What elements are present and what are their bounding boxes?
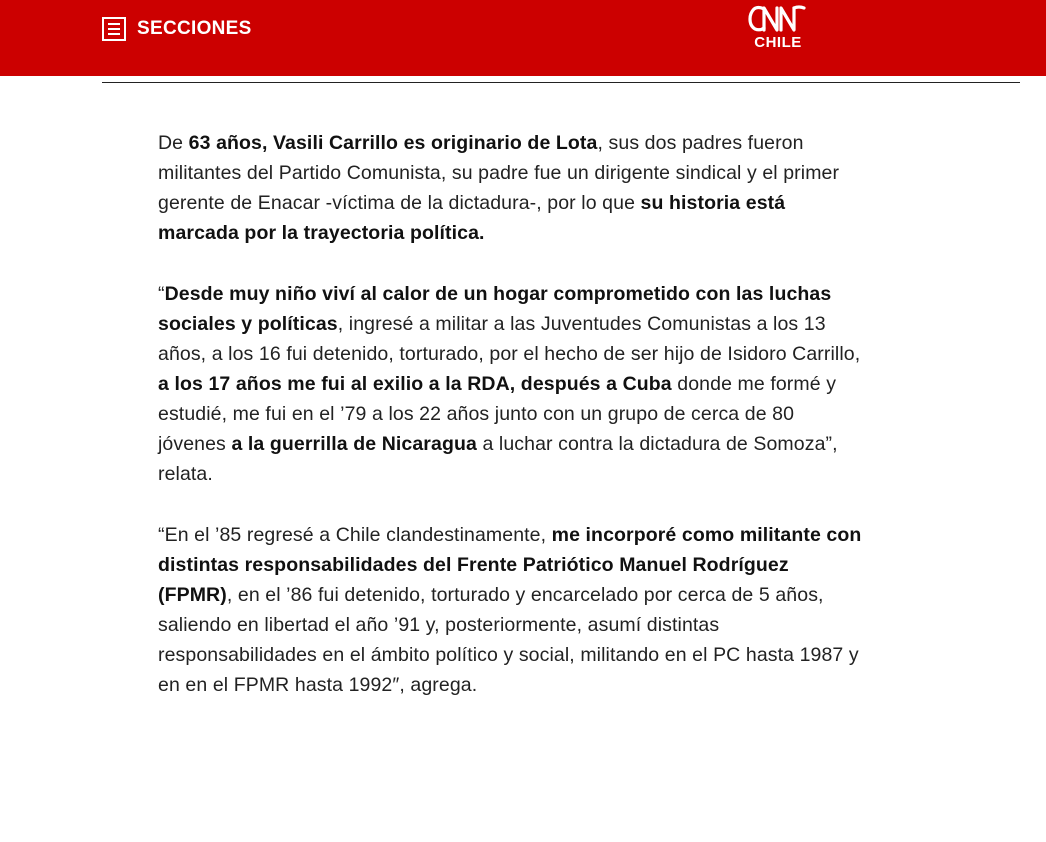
sections-menu-button[interactable] (102, 15, 252, 43)
cnn-logo-icon (747, 3, 809, 35)
paragraph-1: De 63 años, Vasili Carrillo es originario de Lota, sus dos padres fueron militantes del Partido Comunista, su padre fue un dirigente sindical y el primer gerente de Enacar -víctima de la dictadura-, por lo que su historia está marcada por la trayectoria política. (158, 132, 840, 244)
hamburger-menu-icon (102, 17, 126, 41)
sections-menu-label: SECCIONES (137, 18, 252, 39)
paragraph-2: “Desde muy niño viví al calor de un hogar comprometido con las luchas sociales y políticas, ingresé a militar a las Juventudes Comunistas a los 13 años, a los 16 fui detenido, torturado, por el hecho de ser hijo de Isidoro Carrillo, a los 17 años me fui al exilio a la RDA, después a Cuba donde me formé y estudié, me fui en el ’79 a los 22 años junto con un grupo de cerca de 80 jóvenes a la guerrilla de Nicaragua a luchar contra la dictadura de Somoza”, relata. (158, 283, 861, 485)
cnn-chile-logo[interactable] (746, 3, 810, 57)
top-navigation-bar (0, 0, 1046, 76)
logo-chile-label: CHILE (754, 34, 802, 51)
article-body (158, 128, 863, 731)
paragraph-3: “En el ’85 regresé a Chile clandestinamente, me incorporé como militante con distintas responsabilidades del Frente Patriótico Manuel Rodríguez (FPMR), en el ’86 fui detenido, torturado y encarcelado por cerca de 5 años, saliendo en libertad el año ’91 y, posteriormente, asumí distintas responsabilidades en el ámbito político y social, militando en el PC hasta 1987 y en en el FPMR hasta 1992″, agrega. (158, 524, 862, 696)
header-divider (102, 82, 1020, 83)
logo-text: CNN (747, 3, 750, 4)
